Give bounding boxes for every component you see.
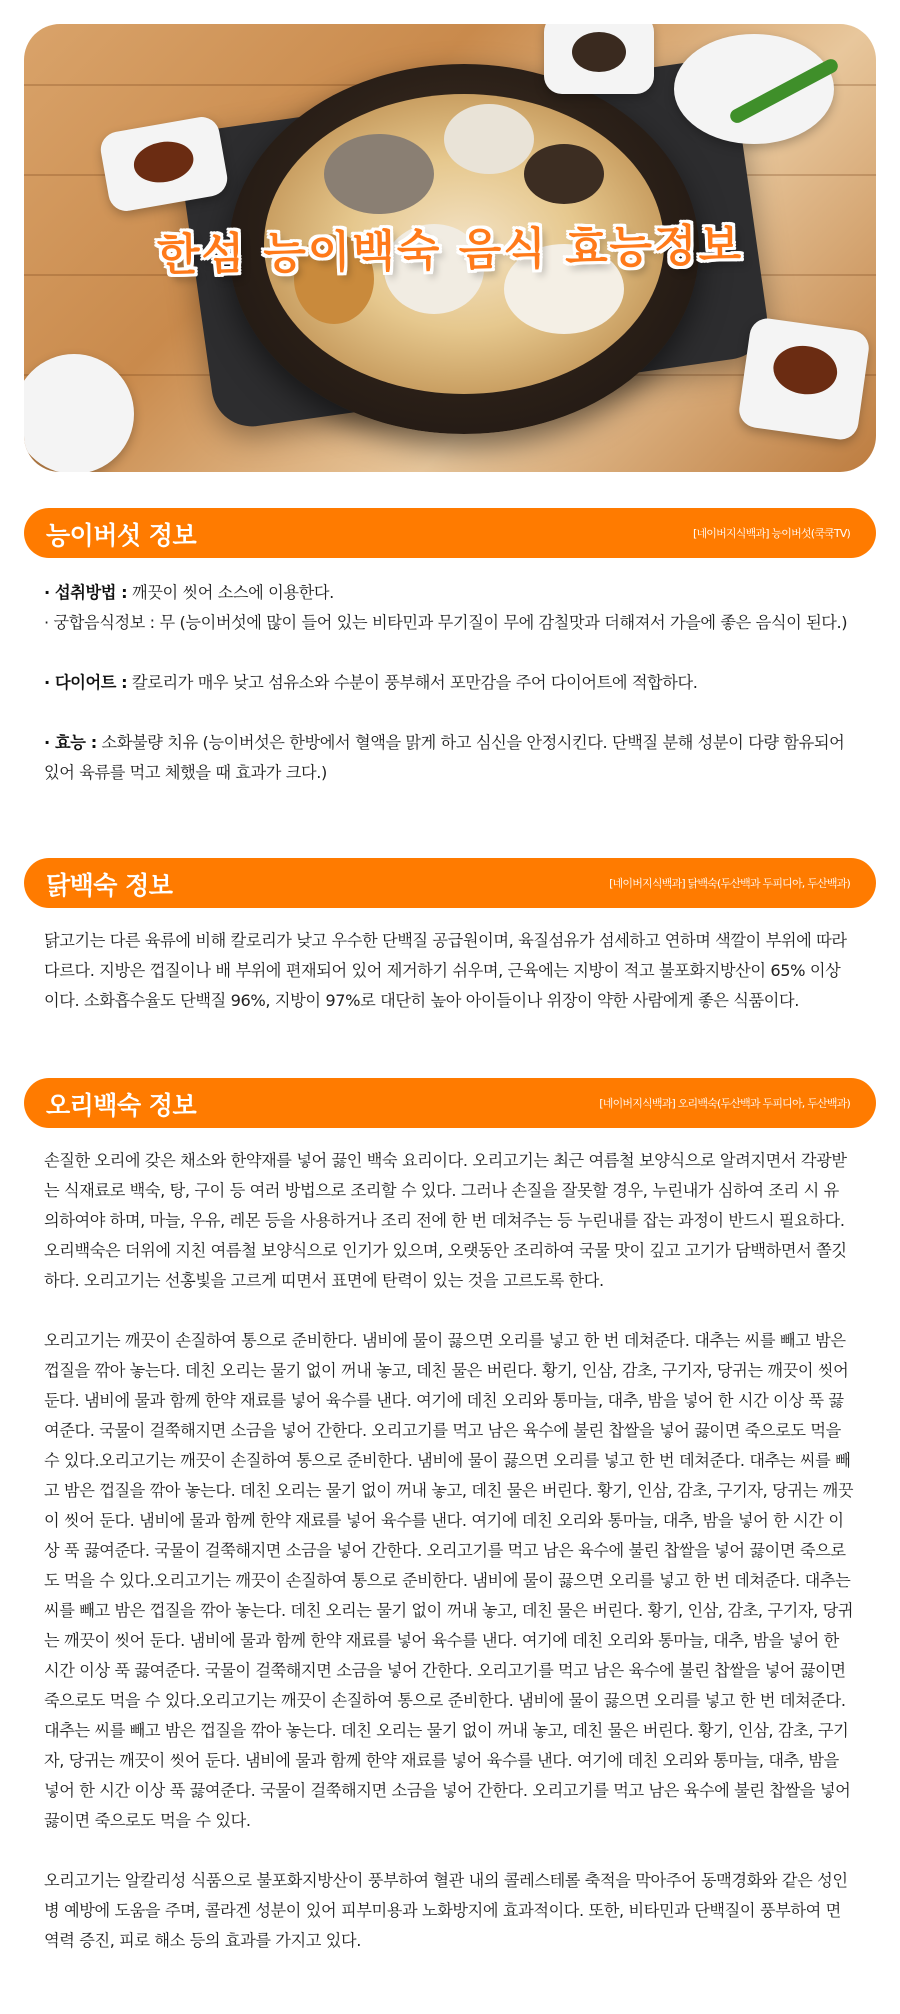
mushroom [524, 144, 604, 204]
info-line: · 섭취방법 : 깨끗이 씻어 소스에 이용한다. [44, 583, 334, 602]
paragraph: 닭고기는 다른 육류에 비해 칼로리가 낮고 우수한 단백질 공급원이며, 육질섬유가 섬세하고 연하며 색깔이 부위에 따라 다르다. 지방은 껍질이나 배 부위에 편재되어 있어 제거하기 쉬우며, 근육에는 지방이 적고 불포화지방산이 65% 이상이다. 소화흡수율도 단백질 96%, 지방이 97%로 대단히 높아 아이들이나 위장이 약한 사람에게 좋은 식품이다. [44, 931, 847, 1010]
mushroom [444, 104, 534, 174]
info-line: · 효능 : 소화불량 치유 (능이버섯은 한방에서 혈액을 맑게 하고 심신을 안정시킨다. 단백질 분해 성분이 다량 함유되어 있어 육류를 먹고 체했을 때 효과가 크다.) [44, 733, 845, 782]
side-dish [737, 316, 871, 442]
section-source: [네이버지식백과] 능이버섯(쿡쿡TV) [692, 527, 850, 540]
section-header-chicken [24, 858, 876, 908]
side-dish [544, 24, 654, 94]
section-title: 능이버섯 정보 [46, 521, 197, 550]
paragraph: 오리고기는 알칼리성 식품으로 불포화지방산이 풍부하여 혈관 내의 콜레스테롤 축적을 막아주어 동맥경화와 같은 성인병 예방에 도움을 주며, 콜라겐 성분이 있어 피부미용과 노화방지에 효과적이다. 또한, 비타민과 단백질이 풍부하여 면역력 증진, 피로 해소 등의 효과를 가지고 있다. [44, 1871, 848, 1950]
section-source: [네이버지식백과] 닭백숙(두산백과 두피디아, 두산백과) [609, 877, 850, 890]
section-title: 오리백숙 정보 [46, 1091, 197, 1120]
info-line: · 궁합음식정보 : 무 (능이버섯에 많이 들어 있는 비타민과 무기질이 무에 감칠맛과 더해져서 가을에 좋은 음식이 된다.) [44, 613, 848, 632]
hero-title: 한섬 능이백숙 음식 효능정보 [156, 219, 744, 282]
paragraph: 손질한 오리에 갖은 채소와 한약재를 넣어 끓인 백숙 요리이다. 오리고기는 최근 여름철 보양식으로 알려지면서 각광받는 식재료로 백숙, 탕, 구이 등 여러 방법으로 조리할 수 있다. 그러나 손질을 잘못할 경우, 누린내가 심하여 조리 시 유의하여야 하며, 마늘, 우유, 레몬 등을 사용하거나 조리 전에 한 번 데쳐주는 등 누린내를 잡는 과정이 반드시 필요하다. 오리백숙은 더위에 지친 여름철 보양식으로 인기가 있으며, 오랫동안 조리하여 국물 맛이 깊고 고기가 담백하면서 쫄깃하다. 오리고기는 선홍빛을 고르게 띠면서 표면에 탄력이 있는 것을 고르도록 한다. [44, 1151, 847, 1290]
mushroom [324, 134, 434, 214]
section-body-neungi [44, 578, 854, 788]
section-title: 닭백숙 정보 [46, 871, 173, 900]
side-dish [674, 34, 834, 144]
section-body-chicken [44, 926, 854, 1016]
section-source: [네이버지식백과] 오리백숙(두산백과 두피디아, 두산백과) [599, 1097, 850, 1110]
section-body-duck [44, 1146, 854, 1956]
info-line: · 다이어트 : 칼로리가 매우 낮고 섬유소와 수분이 풍부해서 포만감을 주어 다이어트에 적합하다. [44, 673, 698, 692]
hero-image [24, 24, 876, 472]
paragraph: 오리고기는 깨끗이 손질하여 통으로 준비한다. 냄비에 물이 끓으면 오리를 넣고 한 번 데쳐준다. 대추는 씨를 빼고 밤은 껍질을 깎아 놓는다. 데친 오리는 물기 없이 꺼내 놓고, 데친 물은 버린다. 황기, 인삼, 감초, 구기자, 당귀는 깨끗이 씻어 둔다. 냄비에 물과 함께 한약 재료를 넣어 육수를 낸다. 여기에 데친 오리와 통마늘, 대추, 밤을 넣어 한 시간 이상 푹 끓여준다. 국물이 걸쭉해지면 소금을 넣어 간한다. 오리고기를 먹고 남은 육수에 불린 찹쌀을 넣어 끓이면 죽으로도 먹을 수 있다.오리고기는 깨끗이 손질하여 통으로 준비한다. 냄비에 물이 끓으면 오리를 넣고 한 번 데쳐준다. 대추는 씨를 빼고 밤은 껍질을 깎아 놓는다. 데친 오리는 물기 없이 꺼내 놓고, 데친 물은 버린다. 황기, 인삼, 감초, 구기자, 당귀는 깨끗이 씻어 둔다. 냄비에 물과 함께 한약 재료를 넣어 육수를 낸다. 여기에 데친 오리와 통마늘, 대추, 밤을 넣어 한 시간 이상 푹 끓여준다. 국물이 걸쭉해지면 소금을 넣어 간한다. 오리고기를 먹고 남은 육수에 불린 찹쌀을 넣어 끓이면 죽으로도 먹을 수 있다.오리고기는 깨끗이 손질하여 통으로 준비한다. 냄비에 물이 끓으면 오리를 넣고 한 번 데쳐준다. 대추는 씨를 빼고 밤은 껍질을 깎아 놓는다. 데친 오리는 물기 없이 꺼내 놓고, 데친 물은 버린다. 황기, 인삼, 감초, 구기자, 당귀는 깨끗이 씻어 둔다. 냄비에 물과 함께 한약 재료를 넣어 육수를 낸다. 여기에 데친 오리와 통마늘, 대추, 밤을 넣어 한 시간 이상 푹 끓여준다. 국물이 걸쭉해지면 소금을 넣어 간한다. 오리고기를 먹고 남은 육수에 불린 찹쌀을 넣어 끓이면 죽으로도 먹을 수 있다.오리고기는 깨끗이 손질하여 통으로 준비한다. 냄비에 물이 끓으면 오리를 넣고 한 번 데쳐준다. 대추는 씨를 빼고 밤은 껍질을 깎아 놓는다. 데친 오리는 물기 없이 꺼내 놓고, 데친 물은 버린다. 황기, 인삼, 감초, 구기자, 당귀는 깨끗이 씻어 둔다. 냄비에 물과 함께 한약 재료를 넣어 육수를 낸다. 여기에 데친 오리와 통마늘, 대추, 밤을 넣어 한 시간 이상 푹 끓여준다. 국물이 걸쭉해지면 소금을 넣어 간한다. 오리고기를 먹고 남은 육수에 불린 찹쌀을 넣어 끓이면 죽으로도 먹을 수 있다. [44, 1331, 854, 1830]
side-dish [24, 354, 134, 472]
section-header-neungi [24, 508, 876, 558]
section-header-duck [24, 1078, 876, 1128]
